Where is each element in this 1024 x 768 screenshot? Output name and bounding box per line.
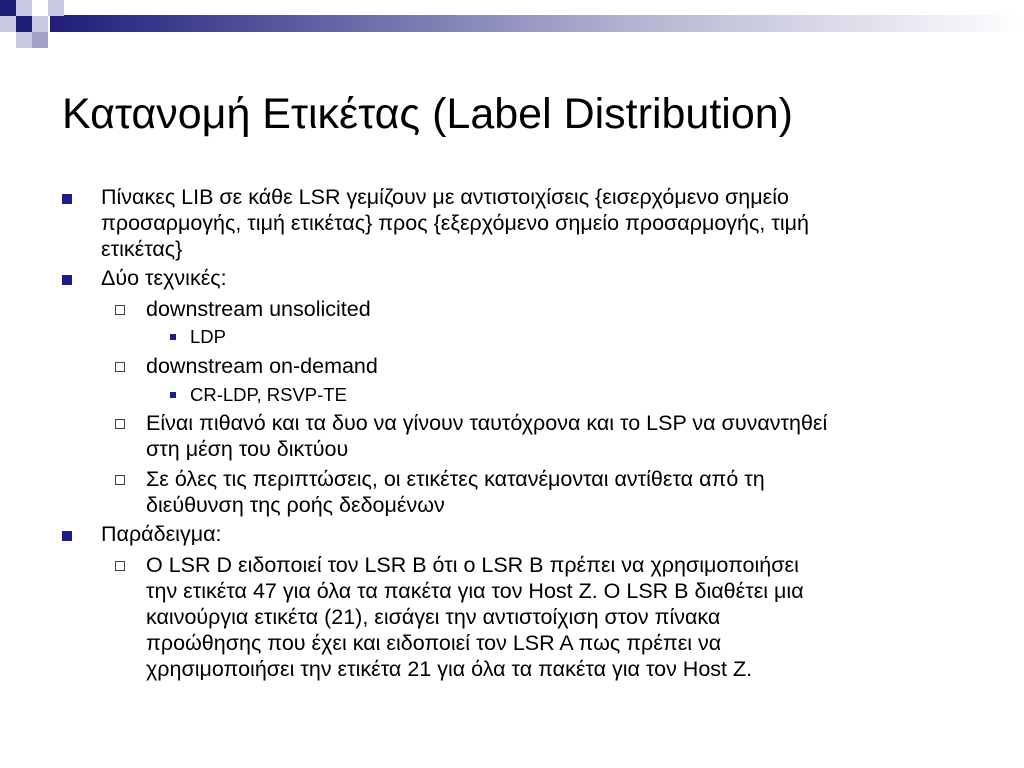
hollow-square-bullet-icon [115, 362, 125, 372]
bullet-text: CR-LDP, RSVP-TE [190, 384, 347, 405]
bullet-line: χρησιμοποιήσει την ετικέτα 21 για όλα τα πακέτα για τον Host Z. [146, 657, 753, 681]
bullet-line: Σε όλες τις περιπτώσεις, οι ετικέτες κατανέμονται αντίθετα από τη [146, 467, 765, 491]
hollow-square-bullet-icon [115, 305, 125, 315]
bullet-line: O LSR D ειδοποιεί τον LSR B ότι ο LSR B πρέπει να χρησιμοποιήσει [146, 553, 799, 577]
hollow-square-bullet-icon [115, 475, 125, 485]
bullet-line: προσαρμογής, τιμή ετικέτας} προς {εξερχόμενο σημείο προσαρμογής, τιμή [101, 211, 809, 235]
bullet-line: διεύθυνση της ροής δεδομένων [146, 493, 445, 517]
small-square-bullet-icon [170, 392, 176, 398]
bullet-line: στη μέση του δικτύου [146, 437, 349, 461]
bullet-square-icon [62, 275, 72, 285]
bullet-line: καινούργια ετικέτα (21), εισάγει την αντιστοίχιση στον πίνακα [146, 605, 721, 629]
bullet-line: ετικέτας} [101, 237, 183, 261]
bullet-line: την ετικέτα 47 για όλα τα πακέτα για τον Host Z. O LSR B διαθέτει μια [146, 579, 804, 603]
bullet-text [146, 410, 966, 462]
slide-title: Κατανομή Ετικέτας (Label Distribution) [62, 90, 793, 138]
small-square-bullet-icon [170, 334, 176, 340]
hollow-square-bullet-icon [115, 419, 125, 429]
bullet-text: downstream unsolicited [146, 297, 371, 321]
bullet-text [146, 466, 966, 518]
bullet-text: downstream on-demand [146, 354, 378, 378]
bullet-text [101, 184, 961, 262]
bullet-text [146, 552, 966, 682]
bullet-text: Παράδειγμα: [101, 522, 222, 546]
bullet-line: Πίνακες LIB σε κάθε LSR γεμίζουν με αντιστοιχίσεις {εισερχόμενο σημείο [101, 185, 789, 209]
hollow-square-bullet-icon [115, 561, 125, 571]
bullet-line: Είναι πιθανό και τα δυο να γίνουν ταυτόχρονα και το LSP να συναντηθεί [146, 411, 828, 435]
bullet-square-icon [62, 531, 72, 541]
bullet-text: Δύο τεχνικές: [101, 266, 227, 290]
bullet-line: προώθησης που έχει και ειδοποιεί τον LSR A πως πρέπει να [146, 631, 722, 655]
bullet-square-icon [62, 194, 72, 204]
bullet-text: LDP [190, 326, 226, 347]
